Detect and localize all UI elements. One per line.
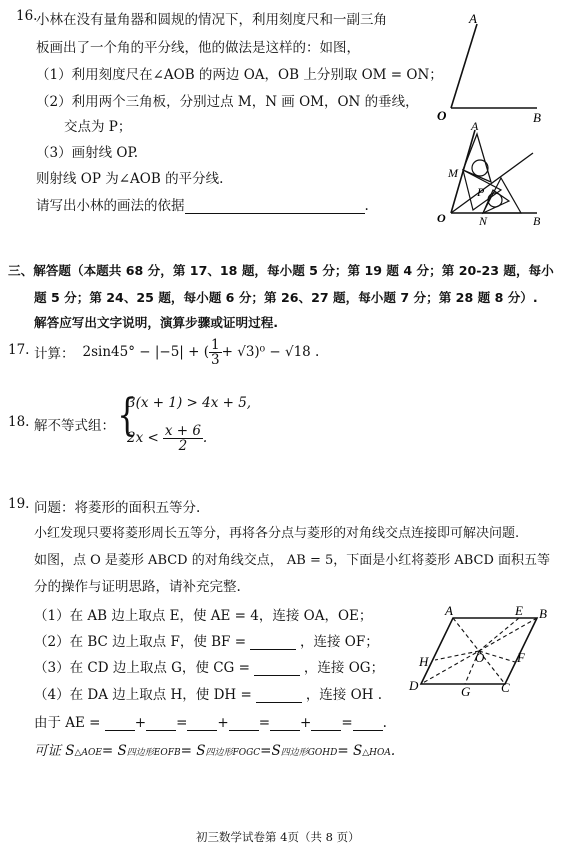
section3-header-line1: 三、解答题（本题共 68 分，第 17、18 题，每小题 5 分；第 19 题 4 分；第 20-23 题，每小 — [8, 263, 554, 278]
q19-proof-end: . — [390, 743, 396, 759]
q19-proof-eq3: =S — [260, 743, 281, 759]
q16-answer-blank[interactable] — [185, 199, 365, 214]
q19-step1: （1）在 AB 边上取点 E，使 AE = 4，连接 OA，OE； — [34, 608, 373, 624]
q16-question-text: 请写出小林的画法的依据 — [36, 198, 185, 214]
fig1-label-o: O — [437, 108, 447, 123]
q16-line1: 小林在没有量角器和圆规的情况下，利用刻度尺和一副三角 — [36, 12, 387, 28]
q18-brace: { — [117, 390, 137, 441]
q19-step3 — [34, 656, 384, 676]
q19-intro-line1: 小红发现只要将菱形周长五等分，再将各分点与菱形的对角线交点连接即可解决问题. — [34, 526, 520, 541]
q17-label: 计算： — [34, 346, 75, 362]
q16-bisector-figure — [425, 118, 565, 228]
rhombus-label-b: B — [539, 606, 547, 621]
q19-plus-2: + — [217, 715, 229, 731]
q18-inequality1: 3(x + 1) > 4x + 5, — [127, 395, 252, 411]
q19-proof-sub2: 四边形EOFB — [126, 748, 181, 758]
fig2-label-b: B — [533, 214, 541, 228]
rhombus-label-f: F — [517, 650, 525, 665]
section3-header-line2: 题 5 分；第 24、25 题，每小题 6 分；第 26、27 题，每小题 7 分；第 28 题 8 分）. — [34, 290, 538, 305]
q18-number: 18. — [8, 414, 30, 430]
fig1-label-a: A — [469, 11, 477, 26]
q19-intro-line2: 如图，点 O 是菱形 ABCD 的对角线交点， AB = 5，下面是小红将菱形 ABCD 面积五等 — [34, 553, 551, 568]
q19-step3-text: （3）在 CD 边上取点 G，使 CG = — [34, 660, 250, 676]
q19-sum-blank-4[interactable] — [229, 716, 259, 731]
q17-frac-num: 1 — [211, 336, 220, 353]
q19-plus-1: + — [134, 715, 147, 731]
q19-proof-eq1: = S — [101, 743, 127, 759]
q19-sum-end: . — [382, 715, 387, 731]
fig2-label-p: P — [477, 185, 485, 199]
q18-fraction — [163, 424, 203, 453]
q19-step2 — [34, 630, 379, 650]
q16-step2-cont: 交点为 P； — [64, 119, 132, 135]
rhombus-label-o: O — [475, 650, 485, 665]
q18-end: . — [202, 430, 208, 446]
q19-proof-sub3: 四边形FOGC — [205, 748, 261, 758]
q17-number: 17. — [8, 342, 30, 358]
fig1-label-b: B — [533, 110, 541, 125]
q19-step4-text: （4）在 DA 边上取点 H，使 DH = — [34, 687, 252, 703]
q17-expr-part2: + √3)⁰ − √18 . — [221, 344, 320, 360]
q19-intro-line3: 分的操作与证明思路，请补充完整. — [34, 579, 241, 595]
q19-sum-blank-2[interactable] — [146, 716, 176, 731]
q19-sum-blank-1[interactable] — [105, 716, 135, 731]
page-footer: 初三数学试卷第 4页（共 8 页） — [196, 830, 360, 844]
q16-question — [36, 194, 369, 214]
fig2-label-n: N — [479, 214, 488, 228]
q19-proof-sub4: 四边形GOHD — [280, 748, 338, 758]
q19-proof-eq4: = S — [337, 743, 363, 759]
q17-fraction — [209, 338, 222, 367]
q19-sum-blank-7[interactable] — [353, 716, 383, 731]
q16-question-end: . — [364, 198, 369, 214]
q17-expression — [34, 334, 319, 370]
q16-step1: （1）利用刻度尺在∠AOB 的两边 OA，OB 上分别取 OM = ON； — [36, 67, 443, 83]
fig2-label-m: M — [448, 166, 458, 180]
q18-frac-den: 2 — [178, 437, 188, 454]
q19-step2-end: ，连接 OF； — [300, 634, 379, 650]
q19-step2-text: （2）在 BC 边上取点 F，使 BF = — [34, 634, 247, 650]
q19-sum-blank-6[interactable] — [311, 716, 341, 731]
q19-number: 19. — [8, 496, 30, 512]
q17-frac-den: 3 — [211, 351, 220, 368]
q19-proof-prefix: 可证 S — [34, 743, 75, 759]
q19-bf-blank[interactable] — [250, 635, 296, 650]
rhombus-label-h: H — [419, 654, 429, 669]
rhombus-label-d: D — [409, 678, 419, 693]
q16-angle-figure — [425, 10, 565, 125]
q16-number: 16. — [16, 8, 38, 24]
q19-sum-blank-3[interactable] — [187, 716, 217, 731]
q19-sum-blank-5[interactable] — [270, 716, 300, 731]
q19-sum-prefix: 由于 AE = — [34, 715, 101, 731]
q19-cg-blank[interactable] — [254, 661, 300, 676]
q19-proof-sub1: △AOE — [74, 748, 102, 758]
rhombus-label-g: G — [461, 684, 471, 699]
q16-conclusion: 则射线 OP 为∠AOB 的平分线. — [36, 171, 224, 187]
q19-eq-2: = — [258, 715, 271, 731]
fig2-label-o: O — [437, 211, 446, 225]
q19-proof-line — [34, 739, 395, 759]
q19-step4-end: ，连接 OH . — [305, 687, 383, 703]
q19-plus-3: + — [300, 715, 312, 731]
section3-instructions: 解答应写出文字说明，演算步骤或证明过程. — [34, 315, 279, 330]
rhombus-label-c: C — [501, 680, 510, 695]
q19-proof-eq2: = S — [180, 743, 206, 759]
rhombus-label-e: E — [515, 603, 523, 618]
q18-ineq2-left: 2x < — [127, 430, 159, 446]
q19-sum-line — [34, 711, 387, 731]
q19-eq-1: = — [176, 715, 188, 731]
q19-title: 问题：将菱形的面积五等分. — [34, 500, 201, 516]
q18-frac-num: x + 6 — [164, 422, 201, 439]
rhombus-label-a: A — [445, 603, 453, 618]
q18-label: 解不等式组： — [34, 418, 115, 434]
q19-rhombus-figure — [405, 600, 563, 700]
q16-step3: （3）画射线 OP. — [36, 145, 139, 161]
q19-eq-3: = — [341, 715, 353, 731]
fig2-label-a: A — [471, 119, 479, 133]
q17-expr-part1: 2sin45° − |−5| + ( — [82, 344, 210, 360]
q16-step2: （2）利用两个三角板，分别过点 M，N 画 OM，ON 的垂线， — [36, 94, 419, 110]
q16-line2: 板画出了一个角的平分线，他的做法是这样的：如图， — [36, 40, 360, 56]
q19-proof-sub5: △HOA — [362, 748, 391, 758]
q19-dh-blank[interactable] — [256, 688, 302, 703]
q19-step4 — [34, 683, 382, 703]
q19-step3-end: ，连接 OG； — [303, 660, 385, 676]
q18-inequality2 — [127, 420, 207, 456]
